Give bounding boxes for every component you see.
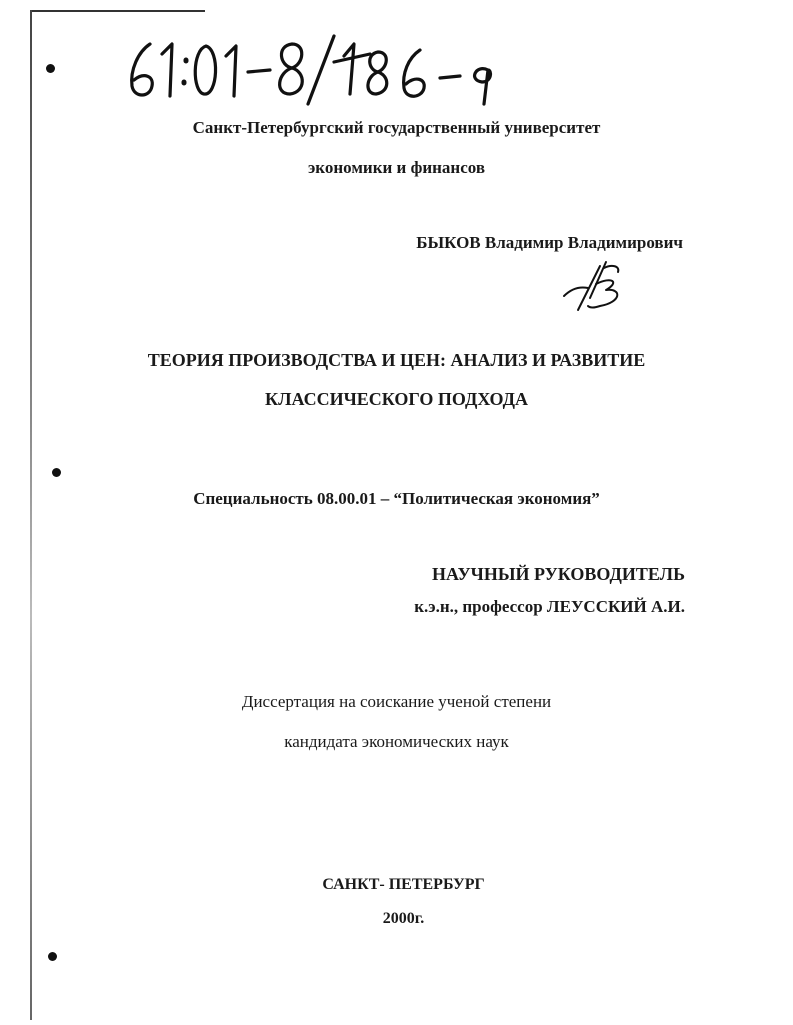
author-signature	[560, 258, 630, 316]
binding-hole-dot	[52, 468, 61, 477]
dissertation-title-line-1: ТЕОРИЯ ПРОИЗВОДСТВА И ЦЕН: АНАЛИЗ И РАЗВИТИЕ	[147, 350, 646, 370]
year: 2000г.	[382, 910, 425, 927]
supervisor-heading: НАУЧНЫЙ РУКОВОДИТЕЛЬ	[432, 564, 685, 584]
dissertation-title-line-2: КЛАССИЧЕСКОГО ПОДХОДА	[265, 389, 528, 409]
university-name-line-2: экономики и финансов	[307, 158, 486, 177]
binding-hole-dot	[48, 952, 57, 961]
specialty: Специальность 08.00.01 – “Политическая экономия”	[193, 489, 600, 508]
city: САНКТ- ПЕТЕРБУРГ	[322, 876, 485, 893]
degree-line-1: Диссертация на соискание ученой степени	[241, 692, 552, 711]
degree-line-2: кандидата экономических наук	[284, 732, 509, 751]
scan-border-top	[30, 10, 205, 12]
author-name: БЫКОВ Владимир Владимирович	[416, 233, 683, 252]
handwritten-archive-number	[120, 30, 510, 110]
supervisor-name: к.э.н., профессор ЛЕУССКИЙ А.И.	[414, 597, 685, 616]
university-name-line-1: Санкт-Петербургский государственный университет	[192, 118, 601, 137]
binding-hole-dot	[46, 64, 55, 73]
